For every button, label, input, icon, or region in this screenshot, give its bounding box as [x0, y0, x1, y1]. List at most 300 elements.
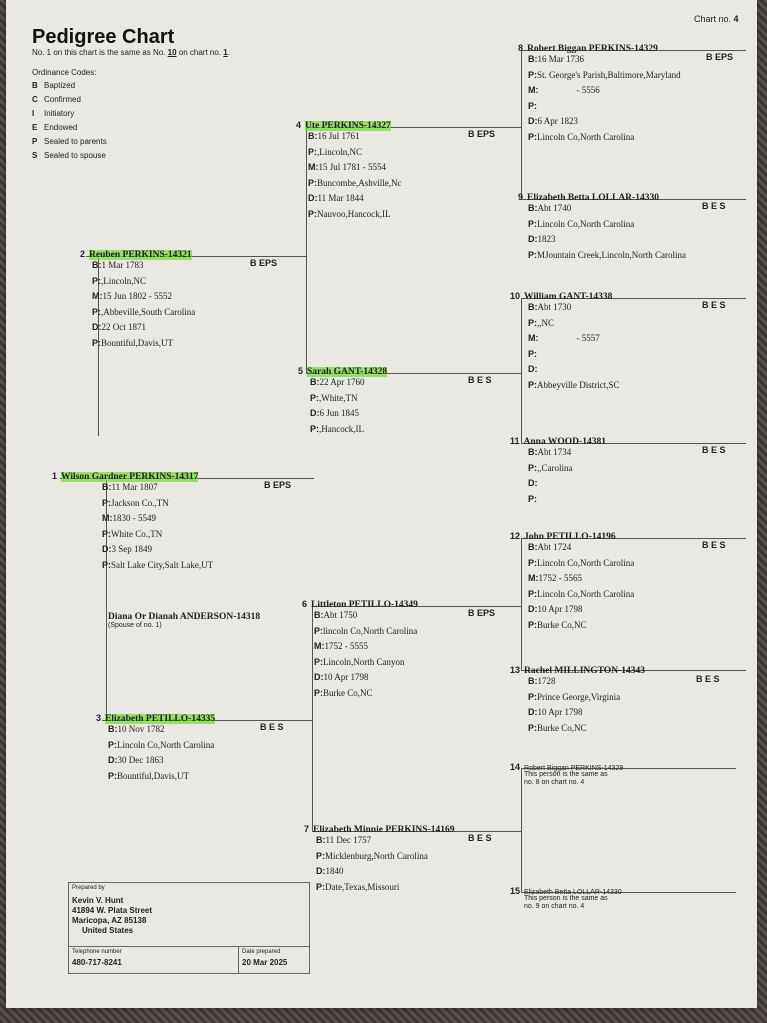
spouse-note: (Spouse of no. 1)	[108, 622, 162, 629]
person-5-facts	[310, 375, 365, 437]
fact-label: P:	[92, 306, 101, 317]
preparer-country: United States	[82, 926, 134, 935]
person-number: 2	[80, 249, 86, 259]
phone-label: Telephone number	[72, 949, 122, 955]
same-as-chart: 1	[223, 48, 228, 57]
person-name[interactable]: Robert Biggan PERKINS-14329	[524, 765, 624, 772]
fact-row	[528, 571, 634, 587]
fact-row	[528, 130, 681, 146]
person-11-facts	[528, 445, 573, 507]
fact-row	[92, 320, 195, 336]
fact-row	[528, 492, 573, 508]
fact-row	[314, 670, 417, 686]
fact-label: B:	[528, 203, 538, 213]
person-14-note	[524, 771, 608, 787]
fact-value: 16 Mar 1736	[537, 54, 584, 64]
fact-row	[528, 232, 686, 248]
fact-label: P:	[92, 275, 101, 286]
person-name[interactable]: Elizabeth PETILLO-14335	[105, 714, 216, 724]
fact-row	[308, 145, 402, 161]
fact-row	[528, 362, 620, 378]
ordinance-code-row	[32, 149, 107, 163]
fact-label: P:	[316, 850, 325, 861]
person-7-facts	[316, 833, 428, 895]
fact-row	[310, 406, 365, 422]
fact-value: ,Lincoln,NC	[317, 146, 362, 157]
fact-row	[308, 191, 402, 207]
fact-value: Micklenburg,North Carolina	[325, 850, 428, 861]
same-as-mid: on chart no.	[178, 48, 222, 57]
fact-value: ,White,TN	[319, 392, 358, 403]
fact-label: B:	[528, 542, 538, 552]
fact-label: B:	[316, 835, 326, 845]
person-1-facts	[102, 480, 213, 573]
person-number: 14	[510, 762, 521, 772]
chart-number-label: Chart no.	[694, 14, 732, 24]
fact-row	[102, 480, 213, 496]
fact-row	[528, 445, 573, 461]
ordinance-heading: Ordinance Codes:	[32, 68, 97, 77]
fact-label: D:	[92, 322, 102, 332]
fact-value: Bountiful,Davis,UT	[117, 770, 189, 781]
ordinance-status: B E S	[702, 201, 726, 211]
person-15-note	[524, 895, 608, 911]
ordinance-status: B EPS	[706, 52, 734, 62]
fact-label: D:	[528, 478, 538, 488]
fact-row	[314, 608, 417, 624]
fact-value: 10 Apr 1798	[537, 707, 583, 717]
chart-number	[694, 14, 739, 24]
ordinance-code-row	[32, 107, 107, 121]
fact-row	[314, 686, 417, 702]
fact-value: 1 Mar 1783	[101, 260, 144, 270]
fact-row	[310, 391, 365, 407]
fact-row	[528, 556, 634, 572]
fact-label: P:	[308, 177, 317, 188]
person-12-facts	[528, 540, 634, 633]
fact-label: M:	[92, 291, 103, 301]
fact-row	[528, 674, 620, 690]
ordinance-status: B EPS	[468, 608, 496, 618]
fact-label: P:	[528, 249, 537, 260]
ordinance-code: P	[32, 137, 38, 146]
fact-row	[528, 705, 620, 721]
preparer-city: Maricopa, AZ 85138	[72, 916, 147, 925]
fact-label: B:	[102, 482, 112, 492]
fact-value: 10 Nov 1782	[117, 724, 165, 734]
ordinance-code: C	[32, 95, 38, 104]
fact-row	[108, 753, 214, 769]
fact-value: Burke Co,NC	[537, 619, 587, 630]
fact-label: P:	[102, 559, 111, 570]
person-name[interactable]: Reuben PERKINS-14321	[89, 250, 192, 260]
person-4-facts	[308, 129, 402, 222]
fact-value: MJountain Creek,Lincoln,North Carolina	[537, 249, 686, 260]
ordinance-status: B EPS	[264, 480, 292, 490]
fact-label: M:	[528, 573, 539, 583]
fact-row	[528, 331, 620, 347]
fact-row	[316, 880, 428, 896]
preparer-address	[72, 896, 152, 936]
fact-value: Bountiful,Davis,UT	[101, 337, 173, 348]
fact-row	[314, 655, 417, 671]
page-title: Pedigree Chart	[32, 26, 175, 48]
person-number: 3	[96, 713, 102, 723]
ordinance-label: Confirmed	[44, 95, 81, 104]
fact-row	[528, 248, 686, 264]
phone-number: 480-717-8241	[72, 958, 122, 967]
person-name[interactable]: Anna WOOD-14381	[523, 437, 606, 447]
chart-number-value: 4	[733, 14, 739, 24]
fact-label: P:	[528, 131, 537, 142]
fact-row	[528, 618, 634, 634]
fact-row	[528, 114, 681, 130]
person-number: 6	[302, 599, 308, 609]
ordinance-label: Baptized	[44, 81, 76, 90]
fact-label: P:	[528, 218, 537, 229]
ordinance-code: E	[32, 123, 38, 132]
fact-label: P:	[314, 656, 323, 667]
person-8-facts	[528, 52, 681, 145]
person-name[interactable]: John PETILLO-14196	[524, 532, 616, 542]
line-bracket-6	[521, 538, 522, 670]
fact-label: P:	[528, 722, 537, 733]
person-number: 9	[518, 192, 524, 202]
fact-label: P:	[316, 881, 325, 892]
fact-value: ,Abbeville,South Carolina	[101, 306, 196, 317]
person-name[interactable]: William GANT-14338	[524, 292, 613, 302]
fact-value: 3 Sep 1849	[111, 544, 152, 554]
person-number: 1	[52, 471, 58, 481]
fact-row	[528, 347, 620, 363]
fact-value: 1823	[537, 234, 556, 244]
ordinance-code-row	[32, 93, 107, 107]
fact-label: B:	[108, 724, 118, 734]
fact-label: P:	[528, 588, 537, 599]
person-name[interactable]: Robert Biggan PERKINS-14329	[527, 44, 658, 54]
ordinance-code-row	[32, 79, 107, 93]
fact-label: D:	[102, 544, 112, 554]
fact-row	[102, 496, 213, 512]
person-name[interactable]: Ute PERKINS-14327	[305, 121, 391, 131]
same-person-note: This person is the same as	[524, 771, 608, 778]
fact-value: Abt 1734	[537, 447, 572, 457]
fact-row	[528, 83, 681, 99]
prepared-label: Prepared by	[72, 885, 105, 891]
fact-row	[528, 217, 686, 233]
fact-value: 6 Jun 1845	[319, 408, 360, 418]
fact-label: M:	[308, 162, 319, 172]
ordinance-status: B E S	[260, 722, 284, 732]
fact-value: - 5556	[576, 85, 600, 95]
fact-label: B:	[92, 260, 102, 270]
person-name[interactable]: Rachel MILLINGTON-14343	[524, 666, 645, 676]
line-bracket-3	[312, 606, 313, 832]
person-number: 8	[518, 43, 524, 53]
fact-row	[528, 690, 620, 706]
fact-label: D:	[108, 755, 118, 765]
fact-label: D:	[316, 866, 326, 876]
fact-value: 15 Jun 1802 - 5552	[102, 291, 172, 301]
fact-label: D:	[310, 408, 320, 418]
fact-label: D:	[528, 116, 538, 126]
fact-value: Burke Co,NC	[537, 722, 587, 733]
ordinance-code-row	[32, 135, 107, 149]
fact-label: P:	[308, 146, 317, 157]
date-label: Date prepared	[242, 949, 281, 955]
fact-value: 1728	[537, 676, 556, 686]
ordinance-status: B E S	[702, 540, 726, 550]
fact-row	[528, 99, 681, 115]
fact-value: 1752 - 5565	[538, 573, 582, 583]
fact-label: P:	[528, 619, 537, 630]
line-bracket-5	[521, 298, 522, 444]
fact-row	[308, 176, 402, 192]
fact-value: Buncombe,Ashville,Nc	[317, 177, 402, 188]
fact-row	[102, 511, 213, 527]
ordinance-status: B E S	[702, 445, 726, 455]
fact-row	[528, 587, 634, 603]
ordinance-status: B E S	[468, 375, 492, 385]
fact-row	[92, 274, 195, 290]
fact-value: 1830 - 5549	[112, 513, 156, 523]
fact-label: P:	[528, 317, 537, 328]
fact-value: Jackson Co.,TN	[111, 497, 169, 508]
fact-row	[528, 378, 620, 394]
fact-label: P:	[92, 337, 101, 348]
fact-label: M:	[102, 513, 113, 523]
fact-row	[314, 639, 417, 655]
fact-value: 30 Dec 1863	[117, 755, 164, 765]
fact-value: 10 Apr 1798	[323, 672, 369, 682]
ordinance-label: Sealed to parents	[44, 137, 107, 146]
fact-value: lincoln Co,North Carolina	[323, 625, 418, 636]
person-number: 11	[510, 436, 520, 446]
spouse	[108, 612, 260, 630]
fact-value: Abt 1730	[537, 302, 572, 312]
fact-value: 6 Apr 1823	[537, 116, 578, 126]
person-number: 10	[510, 291, 521, 301]
fact-row	[310, 422, 365, 438]
person-number: 5	[298, 366, 304, 376]
person-number: 13	[510, 665, 521, 675]
fact-value: - 5557	[576, 333, 600, 343]
fact-label: B:	[308, 131, 318, 141]
fact-row	[102, 542, 213, 558]
fact-label: P:	[108, 770, 117, 781]
ordinance-codes	[32, 68, 107, 163]
fact-row	[528, 201, 686, 217]
ordinance-label: Initiatory	[44, 109, 75, 118]
fact-value: 22 Oct 1871	[101, 322, 146, 332]
fact-value: Abt 1750	[323, 610, 358, 620]
person-name[interactable]: Elizabeth Minnie PERKINS-14169	[313, 825, 455, 835]
person-2-facts	[92, 258, 195, 351]
fact-value: Lincoln Co,North Carolina	[537, 218, 635, 229]
fact-value: Lincoln Co,North Carolina	[537, 588, 635, 599]
fact-label: P:	[528, 691, 537, 702]
fact-value: 22 Apr 1760	[319, 377, 365, 387]
fact-label: B:	[310, 377, 320, 387]
fact-label: B:	[314, 610, 324, 620]
person-name[interactable]: Sarah GANT-14328	[307, 367, 388, 377]
fact-row	[108, 738, 214, 754]
fact-row	[528, 316, 620, 332]
date-prepared: 20 Mar 2025	[242, 958, 288, 967]
same-as-suffix: .	[227, 48, 230, 57]
person-9-facts	[528, 201, 686, 263]
fact-label: B:	[528, 676, 538, 686]
fact-value: Lincoln Co,North Carolina	[537, 557, 635, 568]
fact-row	[528, 68, 681, 84]
fact-value: White Co.,TN	[111, 528, 163, 539]
preparer-name: Kevin V. Hunt	[72, 896, 124, 905]
fact-label: P:	[528, 348, 537, 359]
person-name[interactable]: Littleton PETILLO-14349	[311, 600, 418, 610]
fact-row	[92, 258, 195, 274]
fact-value: Abt 1724	[537, 542, 572, 552]
fact-row	[308, 129, 402, 145]
fact-label: P:	[108, 739, 117, 750]
person-name[interactable]: Elizabeth Betta LOLLAR-14330	[524, 889, 622, 896]
same-as-number: 10	[167, 48, 177, 57]
person-number: 4	[296, 120, 302, 130]
fact-row	[528, 461, 573, 477]
fact-value: ,,Carolina	[537, 462, 573, 473]
fact-row	[528, 602, 634, 618]
spouse-name[interactable]: Diana Or Dianah ANDERSON-14318	[108, 612, 261, 622]
prepared-divider	[68, 946, 309, 947]
fact-value: 10 Apr 1798	[537, 604, 583, 614]
fact-value: Date,Texas,Missouri	[325, 881, 400, 892]
same-person-ref: no. 9 on chart no. 4	[524, 903, 585, 910]
fact-label: P:	[528, 379, 537, 390]
ordinance-status: B E S	[696, 674, 720, 684]
fact-label: M:	[528, 333, 539, 343]
ordinance-status: B EPS	[250, 258, 278, 268]
fact-row	[528, 476, 573, 492]
fact-label: B:	[528, 54, 538, 64]
fact-label: D:	[528, 364, 538, 374]
person-6-facts	[314, 608, 417, 701]
fact-value: Burke Co,NC	[323, 687, 373, 698]
person-name[interactable]: Elizabeth Betta LOLLAR-14330	[527, 193, 659, 203]
fact-row	[310, 375, 365, 391]
fact-value: St. George's Parish,Baltimore,Maryland	[537, 69, 681, 80]
fact-label: D:	[528, 707, 538, 717]
pedigree-chart-page	[6, 0, 757, 1008]
fact-label: P:	[528, 462, 537, 473]
fact-label: P:	[314, 687, 323, 698]
fact-value: 1840	[325, 866, 344, 876]
person-number: 12	[510, 531, 521, 541]
fact-row	[314, 624, 417, 640]
fact-value: Lincoln,North Canyon	[323, 656, 405, 667]
fact-label: P:	[102, 497, 111, 508]
prepared-vdivider	[238, 946, 239, 973]
fact-value: 11 Dec 1757	[325, 835, 372, 845]
fact-row	[316, 849, 428, 865]
fact-value: ,,NC	[537, 317, 555, 328]
person-number: 15	[510, 886, 521, 896]
person-13-facts	[528, 674, 620, 736]
fact-label: P:	[528, 100, 537, 111]
fact-label: B:	[528, 447, 538, 457]
fact-value: 1752 - 5555	[324, 641, 368, 651]
fact-value: Abbeyville District,SC	[537, 379, 620, 390]
fact-value: Lincoln Co,North Carolina	[537, 131, 635, 142]
fact-value: 15 Jul 1781 - 5554	[318, 162, 386, 172]
fact-row	[92, 289, 195, 305]
ordinance-code: S	[32, 151, 38, 160]
fact-row	[308, 160, 402, 176]
fact-label: P:	[528, 493, 537, 504]
fact-label: P:	[310, 392, 319, 403]
fact-value: ,Hancock,IL	[319, 423, 364, 434]
fact-label: P:	[528, 557, 537, 568]
fact-label: P:	[308, 208, 317, 219]
fact-label: P:	[528, 69, 537, 80]
fact-value: 11 Mar 1807	[111, 482, 158, 492]
fact-label: D:	[528, 604, 538, 614]
fact-value: 16 Jul 1761	[317, 131, 360, 141]
person-10-facts	[528, 300, 620, 393]
same-as-prefix: No. 1 on this chart is the same as No.	[32, 48, 166, 57]
fact-row	[316, 864, 428, 880]
fact-row	[528, 540, 634, 556]
fact-row	[528, 52, 681, 68]
ordinance-label: Sealed to spouse	[44, 151, 106, 160]
fact-label: M:	[528, 85, 539, 95]
line-bracket-2	[306, 126, 307, 374]
fact-row	[316, 833, 428, 849]
fact-row	[108, 722, 214, 738]
person-number: 7	[304, 824, 310, 834]
fact-row	[92, 336, 195, 352]
ordinance-code: I	[32, 109, 35, 118]
fact-label: P:	[102, 528, 111, 539]
ordinance-status: B E S	[468, 833, 492, 843]
same-person-note: This person is the same as	[524, 895, 608, 902]
fact-label: P:	[310, 423, 319, 434]
fact-value: Abt 1740	[537, 203, 572, 213]
ordinance-status: B EPS	[468, 129, 496, 139]
fact-row	[108, 769, 214, 785]
ordinance-code: B	[32, 81, 38, 90]
fact-value: Nauvoo,Hancock,IL	[317, 208, 391, 219]
fact-value: Salt Lake City,Salt Lake,UT	[111, 559, 214, 570]
fact-value: Lincoln Co,North Carolina	[117, 739, 215, 750]
fact-label: B:	[528, 302, 538, 312]
fact-row	[528, 721, 620, 737]
fact-label: M:	[314, 641, 325, 651]
fact-row	[308, 207, 402, 223]
fact-row	[92, 305, 195, 321]
fact-row	[528, 300, 620, 316]
ordinance-status: B E S	[702, 300, 726, 310]
fact-label: D:	[314, 672, 324, 682]
ordinance-label: Endowed	[44, 123, 78, 132]
preparer-street: 41894 W. Plata Street	[72, 906, 153, 915]
same-as-note	[32, 48, 230, 57]
fact-label: D:	[528, 234, 538, 244]
fact-row	[102, 558, 213, 574]
fact-row	[102, 527, 213, 543]
fact-value: Prince George,Virginia	[537, 691, 621, 702]
person-name[interactable]: Wilson Gardner PERKINS-14317	[61, 472, 199, 482]
ordinance-code-row	[32, 121, 107, 135]
line-bracket-4	[521, 50, 522, 200]
